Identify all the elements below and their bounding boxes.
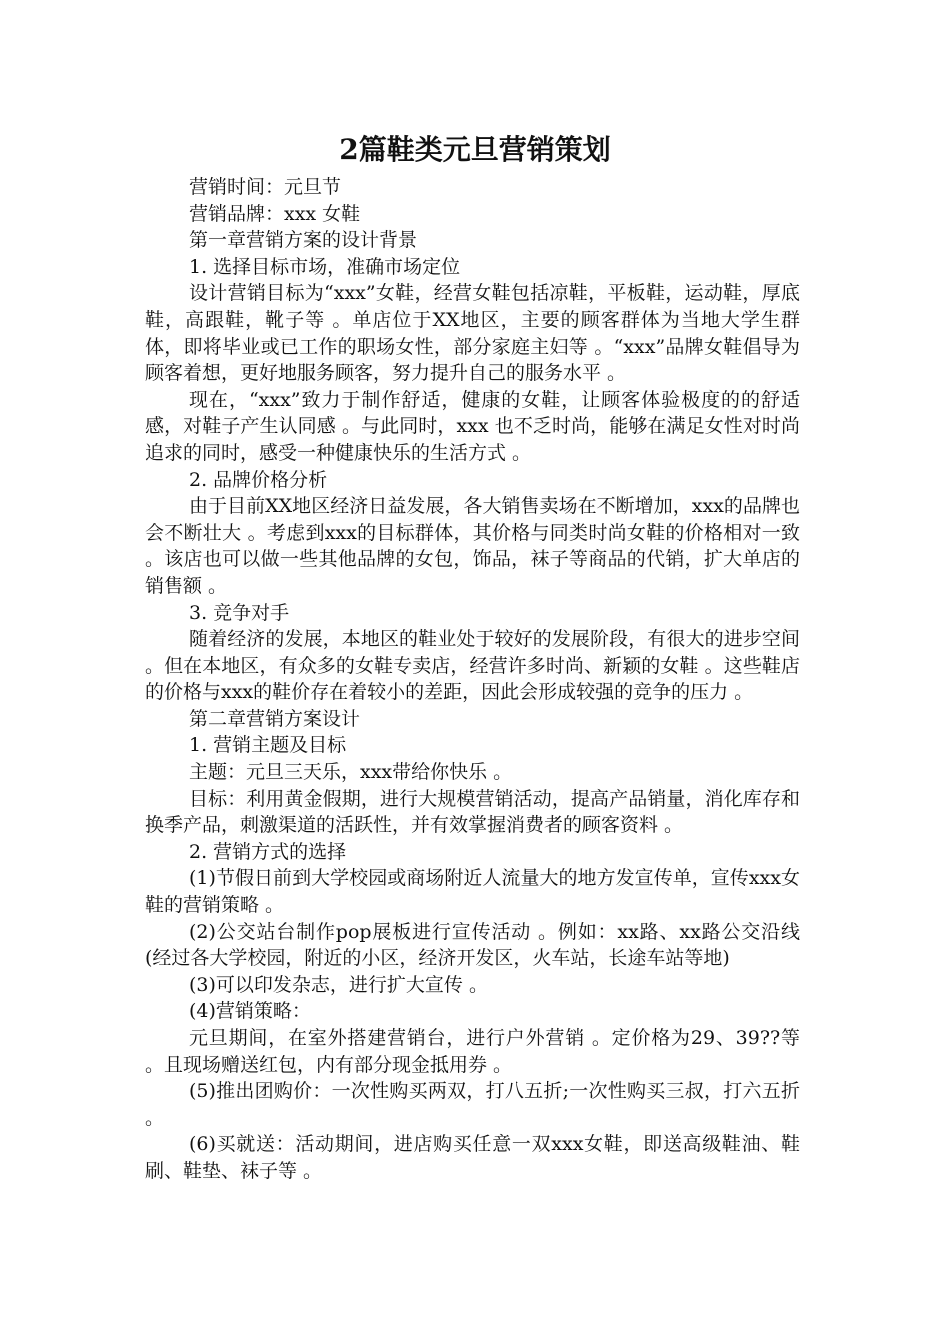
section-heading-marketing-methods: 2. 营销方式的选择 bbox=[189, 840, 347, 863]
paragraph-method-4-detail: 元旦期间，在室外搭建营销台，进行户外营销 。定价格为29、39??等 。且现场赠送红包，内有部分现金抵用券 。 bbox=[145, 1027, 800, 1076]
section-heading-target-market: 1. 选择目标市场，准确市场定位 bbox=[189, 255, 461, 278]
section-heading-price-analysis: 2. 品牌价格分析 bbox=[189, 468, 328, 491]
paragraph-marketing-brand: 营销品牌：xxx 女鞋 bbox=[189, 202, 361, 225]
chapter-heading-2: 第二章营销方案设计 bbox=[189, 707, 361, 730]
paragraph-method-2: (2)公交站台制作pop展板进行宣传活动 。例如：xx路、xx路公交沿线(经过各大学校园，附近的小区，经济开发区，火车站，长途车站等地) bbox=[145, 920, 800, 970]
chapter-heading-1: 第一章营销方案的设计背景 bbox=[189, 229, 418, 252]
document-title: 2篇鞋类元旦营销策划 bbox=[339, 133, 611, 166]
paragraph-target-market: 设计营销目标为“xxx”女鞋，经营女鞋包括凉鞋，平板鞋，运动鞋，厚底鞋，高跟鞋，靴子等 。单店位于XX地区，主要的顾客群体为当地大学生群体，即将毕业或已工作的职场女性，部分家庭主妇等 。“xxx”品牌女鞋倡导为顾客着想，更好地服务顾客，努力提升自己的服务水平 。 bbox=[145, 282, 800, 385]
paragraph-method-5: (5)推出团购价：一次性购买两双，打八五折;一次性购买三叔，打六五折 。 bbox=[145, 1080, 800, 1129]
paragraph-brand-positioning: 现在，“xxx”致力于制作舒适，健康的女鞋，让顾客体验极度的的舒适感，对鞋子产生认同感 。与此同时，xxx 也不乏时尚，能够在满足女性对时尚追求的同时，感受一种健康快乐的生活方式 。 bbox=[145, 388, 800, 464]
paragraph-method-3: (3)可以印发杂志，进行扩大宣传 。 bbox=[189, 973, 488, 996]
section-heading-competitors: 3. 竞争对手 bbox=[189, 601, 290, 624]
paragraph-method-4: (4)营销策略： bbox=[189, 1000, 311, 1023]
paragraph-method-1: (1)节假日前到大学校园或商场附近人流量大的地方发宣传单，宣传xxx女鞋的营销策略 。 bbox=[145, 867, 800, 917]
section-heading-theme-goals: 1. 营销主题及目标 bbox=[189, 734, 347, 757]
paragraph-theme: 主题：元旦三天乐，xxx带给你快乐 。 bbox=[189, 761, 513, 784]
paragraph-goals: 目标：利用黄金假期，进行大规模营销活动，提高产品销量，消化库存和换季产品，刺激渠道的活跃性，并有效掌握消费者的顾客资料 。 bbox=[145, 787, 800, 837]
paragraph-method-6: (6)买就送：活动期间，进店购买任意一双xxx女鞋，即送高级鞋油、鞋刷、鞋垫、袜子等 。 bbox=[145, 1133, 800, 1182]
paragraph-competitors: 随着经济的发展，本地区的鞋业处于较好的发展阶段，有很大的进步空间 。但在本地区，有众多的女鞋专卖店，经营许多时尚、新颖的女鞋 。这些鞋店的价格与xxx的鞋价存在着较小的差距，因此会形成较强的竞争的压力 。 bbox=[145, 628, 800, 704]
paragraph-price-analysis: 由于目前XX地区经济日益发展，各大销售卖场在不断增加，xxx的品牌也会不断壮大 。考虑到xxx的目标群体，其价格与同类时尚女鞋的价格相对一致 。该店也可以做一些其他品牌的女包，饰品，袜子等商品的代销，扩大单店的销售额 。 bbox=[145, 495, 800, 597]
paragraph-marketing-time: 营销时间：元旦节 bbox=[189, 176, 342, 198]
document-body bbox=[145, 174, 800, 1185]
